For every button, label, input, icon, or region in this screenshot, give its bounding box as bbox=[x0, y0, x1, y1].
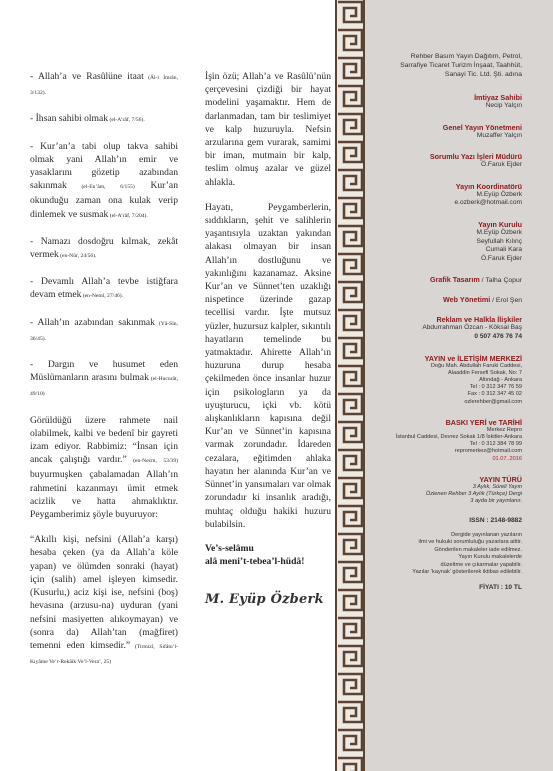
greek-key-border bbox=[335, 0, 365, 771]
list-item: - Kur’an’a tabi olup takva sahibi olmak yani Allah’ın emir ve yasaklarını gözetip azabından sakınmak (el-En’âm, 6/155) Kur’an okunduğu zaman ona kulak verip dinlemek ve susmak (el-A’râf, 7/204). bbox=[30, 140, 178, 220]
list-item: - Allah’ın azabından sakınmak (Yâ-Sîn, 36/45). bbox=[30, 316, 178, 342]
article-column-left bbox=[30, 70, 178, 681]
masthead bbox=[372, 52, 522, 593]
paragraph: Hayatı, Peygamberlerin, sıddıkların, şehit ve salihlerin yaşantısıyla uzaktan yakından alakası olmayan bir insan Allah’ın dostluğunu ve yakınlığını kazanamaz. Aksine Kur’an ve Sünnet’ten uzaklığı nispetince üzerinde gazap tecellisi vardır. İşte mutsuz yüzler, huzursuz kalpler, sıkıntılı hayatların temelinde bu yatmaktadır. Ahirette Allah’ın huzuruna durup hesaba çekilmeden önce insanlar huzur için psikologların ya da uyuşturucu, içki vb. kötü alışkanlıkların kapısına değil Kur’an ve Sünnet’in kapısına varmak zorundadır. İdareden cezalara, eğitimden ahlaka hayatın her alanında Kur’an ve Sünnet’in yansımaları var olmak zorundadır ki insanlık aradığı, muhtaç olduğu hakiki huzuru bulabilsin. bbox=[205, 201, 331, 530]
masthead-block: İmtiyaz Sahibi Necip Yalçın bbox=[474, 93, 522, 109]
issn: ISSN : 2148-9882 bbox=[469, 517, 522, 525]
price: FİYATI : 10 TL bbox=[479, 584, 522, 592]
web-credit: Web Yönetimi / Erol Şen bbox=[443, 295, 522, 305]
author-signature: M. Eyüp Özberk bbox=[205, 592, 324, 608]
list-item: - Devamlı Allah’a tevbe istiğfara devam etmek (en-Neml, 27/46). bbox=[30, 276, 178, 301]
list-item: - Dargın ve husumet eden Müslümanların arasını bulmak (el-Hucurât, 49/10) bbox=[30, 359, 178, 398]
masthead-block: Yayın Koordinatörü M.Eyüp Özberk e.ozberk@hotmail.com bbox=[372, 182, 522, 208]
graphic-design-credit: Grafik Tasarım / Talha Çopur bbox=[429, 275, 522, 285]
list-item: - İhsan sahibi olmak (el-A’râf, 7/56). bbox=[30, 113, 145, 125]
email-link[interactable]: e.ozberk@hotmail.com bbox=[454, 199, 522, 207]
list-item: - Namazı dosdoğru kılmak, zekât vermek (en-Nûr, 24/56). bbox=[30, 235, 178, 261]
article-column-middle bbox=[205, 70, 331, 607]
masthead-block: Sorumlu Yazı İşleri Müdürü Ö.Faruk Ejder bbox=[429, 152, 522, 169]
print-date: 01.07..2016 bbox=[492, 455, 522, 462]
disclaimer: Dergide yayınlanan yazıların ilmi ve hukuki sorumluluğu yazarlara aittir. Gönderilen makaleler iade edilmez. Yayın Kurulu makalelerde düzeltme ve çıkarmalar yapabilir. Yazılar ‘kaynak’ gösterilerek iktibas edilebilir. bbox=[412, 531, 522, 575]
email-link[interactable]: ozlerehber@gmail.com bbox=[464, 398, 522, 405]
masthead-block: Genel Yayın Yönetmeni Muzaffer Yalçın bbox=[442, 122, 522, 139]
closing-salutation: Ve’s-selâmu alâ meni’t-tebea’l-hüdâ! bbox=[205, 542, 305, 567]
print-block: BASKI YERİ ve TARİHİ Merkez Repro İstanbul Caddesi, Devrez Sokak 1/8 İskitler-Ankara Tel : 0 312 384 78 99 repromerkez@hotmail.com 01.07..2016 bbox=[372, 418, 522, 463]
list-item: - Allah’a ve Rasûlüne itaat (Âl-i İmrân, 3/132). bbox=[30, 71, 178, 97]
ads-contact: Reklam ve Halkla İlişkiler Abdurrahman Özcan - Köksal Baş 0 507 476 76 74 bbox=[422, 315, 522, 340]
publisher-info: Rehber Basım Yayın Dağıtım, Petrol, Sarrafiye Ticaret Turizm İnşaat, Taahhüt, Sanayi Tic. Ltd. Şti. adına bbox=[400, 53, 522, 78]
publication-type: YAYIN TÜRÜ 3 Aylık, Süreli Yayın Özlenen Rehber 3 Aylık (Türkçe) Dergi 3 ayda bir yayınlanır. bbox=[425, 474, 522, 505]
hadith-quote: “Akıllı kişi, nefsini (Allah’a karşı) hesaba çeken (ya da Allah’a köle yapan) ve ölümden sonraki (hayat) için (salih) amel işleyen kimsedir. (Kusurlu,) aciz kişi ise, nefsini (boş) hevasına (arzusu-na) uyduran (yani nefsini masiyetten alıkoymayan) ve (sonra da) Allah’tan (mağfiret) temenni eden kimsedir.” (Tirmizî, Sıfâtu’l-Kıyâme Ve’r-Rekâik Ve’l-Vera’, 25) bbox=[30, 534, 179, 666]
masthead-block: Yayın Kurulu M.Eyüp Özberk Seyfullah Kılınç Cumali Kara Ö.Faruk Ejder bbox=[476, 219, 522, 262]
email-link[interactable]: repromerkez@hotmail.com bbox=[454, 448, 522, 455]
paragraph: Görüldüğü üzere rahmete nail olabilmek, kalbi ve bedenî bir gayreti izam ediyor. Rabbimiz: “İnsan için ancak çalıştığı vardır.” (en-Necm, 53/39) buyurmuşken çabalamadan Allah’ın rahmetini kazanmayı ümit etmek acizlik ve hatta ahmaklıktır. Peygamberimiz şöyle buyuruyor: bbox=[30, 414, 178, 521]
paragraph: İşin özü; Allah’a ve Rasûlü’nün çerçevesini çizdiği bir hayat modelini yaşamaktır. Hem de darlanmadan, tam bir teslimiyet ve kalp huzuruyla. Nefsin arzularına gem vurarak, samimi bir iman, mutmain bir kalp, teslim olmuş azalar ve güzel ahlakla. bbox=[205, 71, 331, 188]
address-block: YAYIN ve İLETİŞİM MERKEZİ Doğu Mah. Abdullah Faruki Caddesi, Alaaddin Fersefi Sokak, No: 7 Altındağ - Ankara Tel : 0 312 347 76 59 Fax : 0 312 347 45 02 ozlerehber@gmail.com bbox=[372, 354, 522, 406]
